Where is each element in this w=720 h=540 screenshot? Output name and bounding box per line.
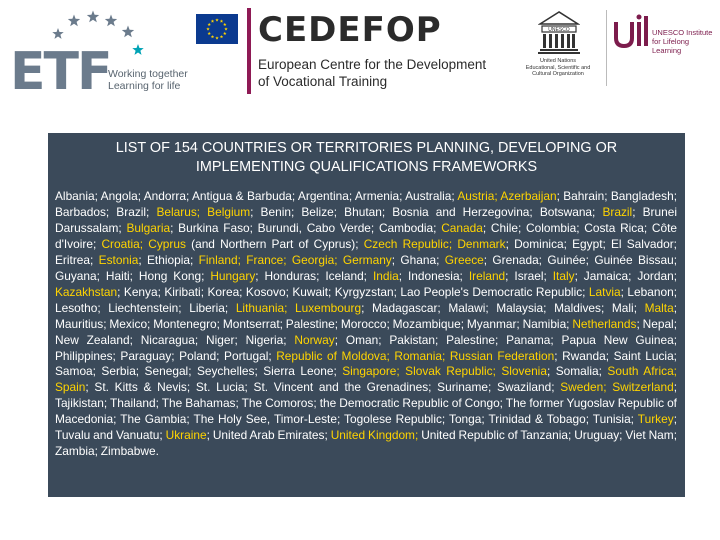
eu-star-icon (215, 18, 218, 21)
etf-logo (10, 8, 195, 102)
country-segment: ; Benin; Belize; Bhutan; Bosnia and Herzegovina; Botswana; (250, 204, 603, 219)
country-segment-highlighted: Estonia (98, 252, 139, 267)
country-segment-highlighted: Sweden; Switzerland (560, 380, 674, 395)
country-segment-highlighted: Turkey (637, 412, 674, 427)
unesco-caption-line-3: Cultural Organization (532, 71, 584, 77)
country-segment-highlighted: Belarus; Belgium (156, 204, 251, 219)
country-segment-highlighted: Lithuania; Luxembourg (235, 300, 362, 315)
panel-title-line-1: LIST OF 154 COUNTRIES OR TERRITORIES PLANNING, DEVELOPING OR (115, 140, 618, 156)
country-segment: ; Indonesia; (398, 268, 469, 283)
eu-star-icon (211, 35, 214, 38)
eu-star-icon (206, 27, 209, 30)
country-segment: ; Mauritius; Mexico; Montenegro; Montserrat; Palestine; Morocco; Mozambique; Myanmar; Namibia; (55, 300, 678, 331)
eu-star-icon (223, 32, 226, 35)
etf-tagline-line-2: Learning for life (108, 80, 181, 92)
country-segment: ; Madagascar; Malawi; Malaysia; Maldives; Mali; (361, 300, 645, 315)
country-segment: ; Oman; Pakistan; Palestine; Panama; Papua New Guinea; Philippines; Paraguay; Poland; Portugal; (55, 332, 677, 363)
country-segment-highlighted: Republic of Moldova; Romania; Russian Federation (276, 348, 555, 363)
unesco-temple-icon (538, 10, 580, 54)
country-segment-highlighted: Brazil (602, 204, 633, 219)
country-segment: United Republic of Tanzania; Uruguay; Viet Nam; Zambia; Zimbabwe. (55, 428, 677, 459)
eu-star-icon (207, 23, 210, 26)
country-segment-highlighted: South Africa; Spain (55, 364, 677, 395)
country-segment: ; Burkina Faso; Burundi, Cabo Verde; Cambodia; (170, 220, 442, 235)
country-segment-highlighted: Austria; Azerbaijan (457, 189, 557, 203)
country-segment-highlighted: Italy (552, 268, 575, 283)
country-segment: ; Rwanda; Saint Lucia; Samoa; Serbia; Senegal; Seychelles; Sierra Leone; (55, 348, 677, 379)
country-segment-highlighted: United Kingdom; (330, 428, 419, 443)
country-segment: ; St. Kitts & Nevis; St. Lucia; St. Vincent and the Grenadines; Suriname; Swaziland; (85, 380, 561, 395)
country-segment: ; Jamaica; Jordan; (574, 268, 677, 283)
eu-flag-icon (196, 14, 238, 44)
country-segment: ; Ethiopia; (138, 252, 199, 267)
uil-caption-line-2: for Lifelong Learning (652, 37, 690, 55)
eu-star-icon (220, 19, 223, 22)
eu-star-icon (211, 19, 214, 22)
country-segment: ; Tuvalu and Vanuatu; (55, 412, 677, 443)
unesco-caption-line-2: Educational, Scientific and (525, 64, 591, 71)
country-segment-highlighted: Kazakhstan (55, 284, 118, 299)
country-segment: ; Brunei Darussalam; (55, 204, 677, 235)
etf-tagline-line-1: Working together (108, 68, 188, 80)
country-segment-highlighted: Greece (444, 252, 484, 267)
country-segment: (and Northern Part of Cyprus); (185, 236, 364, 251)
country-segment: ; Tajikistan; Thailand; The Bahamas; The Comoros; the Democratic Republic of Congo; The former Yugoslav Republic of Macedonia; The Gambia; The Holy See, Timor-Leste; Togolese Republic; Tonga; Trinidad & Tobago; Tunisia; (55, 380, 677, 427)
country-segment: ; Kenya; Kiribati; Korea; Kosovo; Kuwait; Kyrgyzstan; Lao People's Democratic Republic; (117, 284, 589, 299)
uil-divider (606, 10, 607, 86)
country-segment: ; Nepal; New Zealand; Nicaragua; Niger; Nigeria; (55, 316, 677, 347)
uil-caption-line-1: UNESCO Institute (652, 28, 713, 37)
country-segment-highlighted: Malta (644, 300, 674, 315)
country-segment-highlighted: Hungary (210, 268, 256, 283)
star-icon (122, 26, 134, 38)
star-icon (52, 28, 63, 39)
country-segment: ; Chile; Colombia; Costa Rica; Côte d'Ivoire; (55, 220, 678, 251)
country-segment: ; Bahrain; Bangladesh; Barbados; Brazil; (55, 189, 677, 219)
etf-wordmark: ETF (10, 42, 111, 102)
eu-star-icon (223, 23, 226, 26)
country-segment: ; Dominica; Egypt; El Salvador; Eritrea; (55, 236, 677, 267)
country-segment-highlighted: India (372, 268, 399, 283)
country-segment-highlighted: Czech Republic; Denmark (363, 236, 506, 251)
countries-panel (48, 133, 685, 497)
country-segment: Albania; Angola; Andorra; Antigua & Barbuda; Argentina; Armenia; Australia; (55, 189, 458, 203)
cedefop-logo: CEDEFOP (258, 10, 442, 50)
country-segment-highlighted: Bulgaria (126, 220, 171, 235)
cedefop-subtitle-line-2: of Vocational Training (258, 74, 388, 89)
unesco-caption-line-1: United Nations (539, 58, 577, 64)
country-segment-highlighted: Ireland (468, 268, 506, 283)
country-segment-highlighted: Latvia (588, 284, 621, 299)
cedefop-subtitle-line-1: European Centre for the Development (258, 57, 487, 72)
country-segment: ; Lebanon; Lesotho; Liechtenstein; Liberia; (55, 284, 678, 315)
country-segment-highlighted: Singapore; Slovak Republic; Slovenia (342, 364, 547, 379)
unesco-caption (508, 58, 608, 78)
star-icon (132, 44, 143, 55)
country-list (55, 189, 677, 460)
country-segment-highlighted: Ukraine (165, 428, 207, 443)
panel-title (48, 139, 685, 177)
country-segment-highlighted: Norway (294, 332, 335, 347)
eu-star-icon (220, 35, 223, 38)
country-segment-highlighted: Netherlands (572, 316, 637, 331)
country-segment-highlighted: Finland; France; Georgia; Germany (198, 252, 392, 267)
country-segment: ; Grenada; Guinée; Guinée Bissau; Guyana; Haiti; Hong Kong; (55, 252, 677, 283)
country-segment: ; Somalia; (546, 364, 608, 379)
panel-title-line-2: IMPLEMENTING QUALIFICATIONS FRAMEWORKS (195, 159, 538, 175)
country-segment: ; Honduras; Iceland; (255, 268, 373, 283)
country-segment: ; Israel; (505, 268, 553, 283)
uil-caption (652, 28, 720, 55)
eu-stars-icon (196, 14, 238, 44)
country-segment-highlighted: Canada (441, 220, 483, 235)
eu-star-icon (224, 27, 227, 30)
uil-logo-icon (612, 12, 652, 52)
eu-star-icon (215, 36, 218, 39)
cedefop-divider (247, 8, 251, 94)
cedefop-subtitle (258, 56, 486, 90)
eu-star-icon (207, 32, 210, 35)
country-segment: ; Ghana; (391, 252, 445, 267)
country-segment-highlighted: Croatia; Cyprus (101, 236, 186, 251)
star-icon (68, 15, 80, 27)
star-icon (87, 11, 99, 23)
unesco-wordmark: UNESCO (548, 27, 570, 33)
etf-tagline (108, 68, 188, 92)
country-segment: ; United Arab Emirates; (206, 428, 331, 443)
star-icon (105, 15, 117, 27)
